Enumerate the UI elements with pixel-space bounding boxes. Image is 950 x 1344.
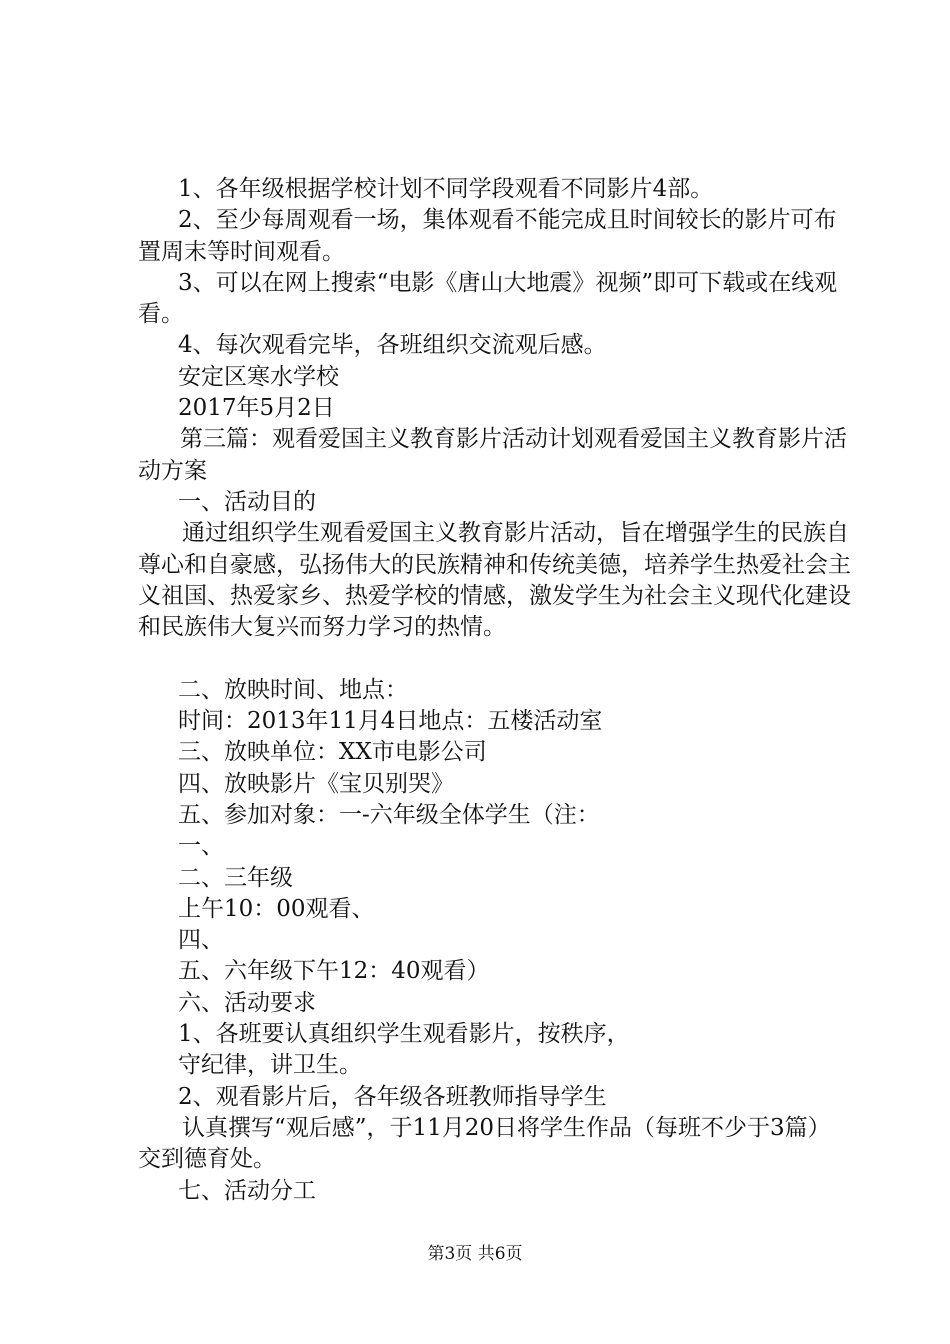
heading-division: 七、活动分工 (178, 1177, 316, 1204)
requirement-1a: 1、各班要认真组织学生观看影片，按秩序， (178, 1021, 630, 1048)
paragraph-3: 3、可以在网上搜索“电影《唐山大地震》视频”即可下载或在线观看。 (138, 269, 838, 328)
blank-line (138, 643, 850, 674)
paragraph-2: 2、至少每周观看一场，集体观看不能完成且时间较长的影片可布置周末等时间观看。 (138, 207, 837, 265)
heading-time-place: 二、放映时间、地点： (178, 676, 408, 703)
school-name: 安定区寒水学校 (178, 363, 339, 390)
heading-film: 四、放映影片《宝贝别哭》 (178, 770, 454, 797)
page-footer: 第3页 共6页 (427, 1244, 523, 1264)
purpose-paragraph: 通过组织学生观看爱国主义教育影片活动，旨在增强学生的民族自尊心和自豪感，弘扬伟大的民族精神和传统美德，培养学生热爱社会主义祖国、热爱家乡、热爱学校的情感，激发学生为社会主义现代化建设和民族伟大复兴而努力学习的热情。 (138, 520, 851, 641)
heading-audience: 五、参加对象：一-六年级全体学生（注： (178, 801, 600, 828)
section-title-3: 第三篇：观看爱国主义教育影片活动计划观看爱国主义教育影片活动方案 (138, 426, 847, 484)
time-place-line: 时间：2013年11月4日地点：五楼活动室 (178, 708, 603, 735)
note-line-1: 一、 (178, 833, 224, 860)
requirement-1b: 守纪律，讲卫生。 (178, 1052, 362, 1079)
paragraph-1: 1、各年级根据学校计划不同学段观看不同影片4部。 (178, 176, 714, 202)
heading-unit: 三、放映单位：XX市电影公司 (178, 739, 487, 766)
document-body (138, 174, 850, 1207)
date-line: 2017年5月2日 (178, 395, 335, 422)
note-line-4: 四、 (178, 927, 224, 954)
note-line-5: 五、六年级下午12：40观看） (178, 958, 490, 985)
note-line-3: 上午10：00观看、 (178, 895, 375, 922)
heading-requirements: 六、活动要求 (178, 989, 316, 1016)
requirement-2a: 2、观看影片后，各年级各班教师指导学生 (178, 1083, 607, 1110)
heading-purpose: 一、活动目的 (178, 488, 316, 515)
requirement-2b: 认真撰写“观后感”，于11月20日将学生作品（每班不少于3篇）交到德育处。 (138, 1114, 831, 1173)
paragraph-4: 4、每次观看完毕，各班组织交流观后感。 (178, 332, 607, 359)
note-line-2: 二、三年级 (178, 864, 293, 891)
